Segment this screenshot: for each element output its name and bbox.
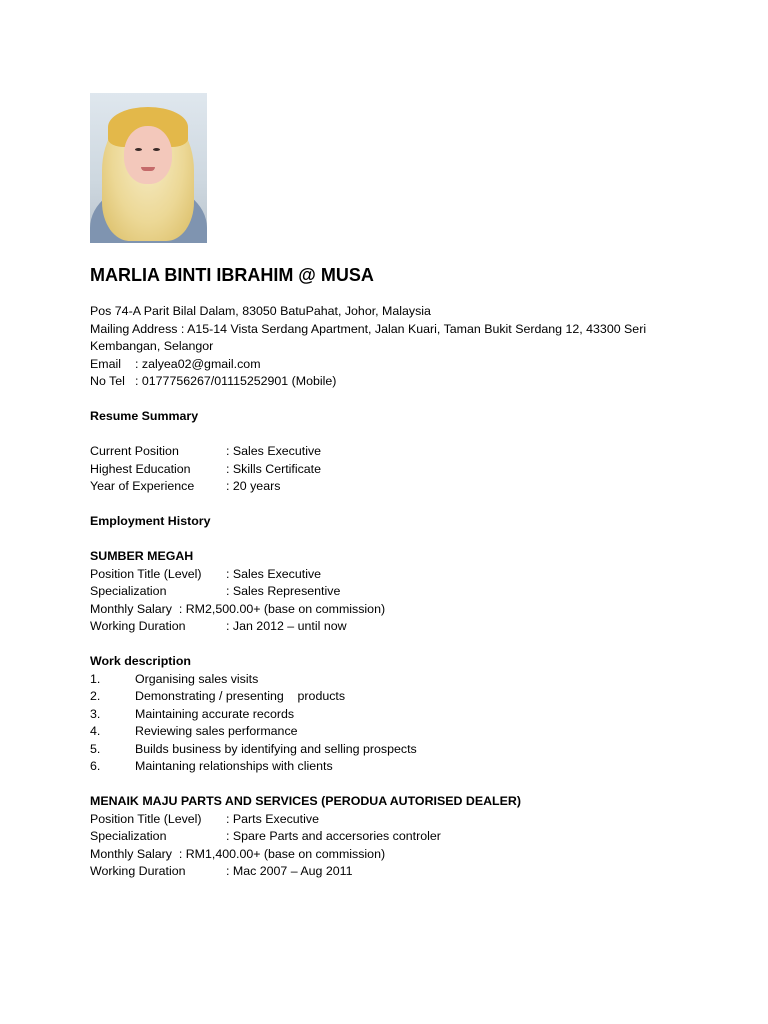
specialization-value: : Spare Parts and accersories controler xyxy=(226,829,441,843)
item-text: Builds business by identifying and selling prospects xyxy=(135,741,417,756)
tel-value: : 0177756267/01115252901 (Mobile) xyxy=(135,374,337,388)
position-row xyxy=(90,566,690,584)
item-text: Reviewing sales performance xyxy=(135,724,298,738)
duration-row xyxy=(90,863,690,881)
resume-summary-heading: Resume Summary xyxy=(90,409,199,423)
employment-history-heading: Employment History xyxy=(90,514,211,528)
position-value: : Parts Executive xyxy=(226,811,319,826)
email-row xyxy=(90,356,690,374)
work-description-heading: Work description xyxy=(90,654,191,668)
company-name: SUMBER MEGAH xyxy=(90,549,194,563)
list-item xyxy=(90,723,690,741)
mailing-address: Mailing Address : A15-14 Vista Serdang Apartment, Jalan Kuari, Taman Bukit Serdang 12, 43300 Seri Kembangan, Selangor xyxy=(90,321,650,353)
duration-row xyxy=(90,618,690,636)
list-item xyxy=(90,758,690,776)
position-row xyxy=(90,811,690,829)
specialization-value: : Sales Representive xyxy=(226,584,341,598)
summary-key: Highest Education xyxy=(90,461,191,476)
salary-line: Monthly Salary : RM1,400.00+ (base on commission) xyxy=(90,846,386,861)
item-text: Demonstrating / presenting products xyxy=(135,689,346,703)
salary-line: Monthly Salary : RM2,500.00+ (base on commission) xyxy=(90,601,386,616)
specialization-key: Specialization xyxy=(90,584,167,598)
summary-key: Current Position xyxy=(90,444,179,458)
summary-row xyxy=(90,478,690,496)
candidate-name: MARLIA BINTI IBRAHIM @ MUSA xyxy=(90,265,374,285)
task-list xyxy=(90,671,690,776)
position-key: Position Title (Level) xyxy=(90,566,202,581)
tel-row xyxy=(90,373,690,391)
list-item xyxy=(90,706,690,724)
specialization-row xyxy=(90,828,690,846)
summary-row xyxy=(90,443,690,461)
email-label: Email xyxy=(90,356,121,371)
item-text: Organising sales visits xyxy=(135,671,259,686)
email-value: : zalyea02@gmail.com xyxy=(135,356,261,371)
profile-photo xyxy=(90,93,207,243)
position-key: Position Title (Level) xyxy=(90,811,202,826)
position-value: : Sales Executive xyxy=(226,566,322,581)
summary-value: : Sales Executive xyxy=(226,444,322,458)
summary-rows xyxy=(90,443,690,496)
item-number: 6. xyxy=(90,759,101,773)
item-number: 4. xyxy=(90,724,101,738)
contact-section xyxy=(90,303,690,391)
list-item xyxy=(90,688,690,706)
duration-value: : Jan 2012 – until now xyxy=(226,619,347,633)
tel-label: No Tel xyxy=(90,374,125,388)
summary-value: : Skills Certificate xyxy=(226,461,322,476)
duration-key: Working Duration xyxy=(90,864,186,878)
item-number: 2. xyxy=(90,689,101,703)
summary-key: Year of Experience xyxy=(90,479,195,493)
summary-value: : 20 years xyxy=(226,479,281,493)
item-number: 5. xyxy=(90,741,101,756)
duration-value: : Mac 2007 – Aug 2011 xyxy=(226,864,353,878)
item-text: Maintaning relationships with clients xyxy=(135,759,333,773)
specialization-row xyxy=(90,583,690,601)
specialization-key: Specialization xyxy=(90,829,167,843)
list-item xyxy=(90,671,690,689)
company-name: MENAIK MAJU PARTS AND SERVICES (PERODUA AUTORISED DEALER) xyxy=(90,794,521,808)
resume-page xyxy=(90,93,690,881)
item-number: 1. xyxy=(90,671,101,686)
duration-key: Working Duration xyxy=(90,619,186,633)
address: Pos 74-A Parit Bilal Dalam, 83050 BatuPahat, Johor, Malaysia xyxy=(90,304,431,318)
summary-row xyxy=(90,461,690,479)
item-text: Maintaining accurate records xyxy=(135,706,295,721)
list-item xyxy=(90,741,690,759)
item-number: 3. xyxy=(90,706,101,721)
